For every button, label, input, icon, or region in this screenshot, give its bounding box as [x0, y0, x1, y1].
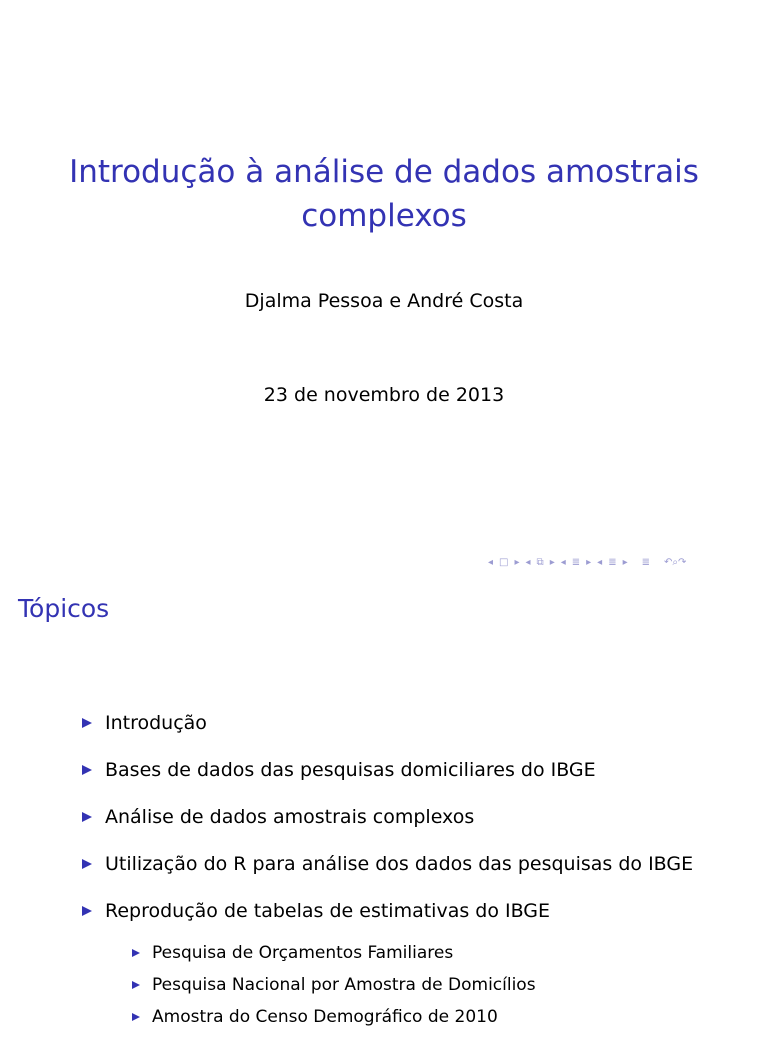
subsection-next-icon[interactable]: ▸ [549, 556, 555, 568]
topic-item: Introdução [82, 710, 693, 736]
title-line-1: Introdução à análise de dados amostrais [69, 154, 699, 190]
topic-item: Análise de dados amostrais complexos [82, 804, 693, 830]
subsection-icon[interactable]: ⧉ [536, 556, 544, 568]
subsection-prev-icon[interactable]: ◂ [525, 556, 531, 568]
section-prev-icon[interactable]: ◂ [560, 556, 566, 568]
subsection-next-icon-2[interactable]: ▸ [622, 556, 628, 568]
back-search-icon[interactable]: ↶⌕↷ [664, 556, 687, 568]
topic-list [82, 710, 693, 945]
beamer-navigation-bar[interactable] [488, 555, 686, 569]
frame-icon[interactable]: □ [499, 556, 509, 568]
topic-item: Bases de dados das pesquisas domiciliares do IBGE [82, 757, 693, 783]
author-names: Djalma Pessoa e André Costa [244, 290, 524, 312]
frame-title: Tópicos [18, 594, 110, 623]
section-icon[interactable]: ≣ [571, 556, 581, 568]
subtopic-item: Amostra do Censo Demográfico de 2010 [132, 1006, 536, 1028]
subsection-icon-2[interactable]: ≣ [608, 556, 617, 568]
topics-slide [0, 576, 768, 1027]
doc-icon[interactable]: ≣ [641, 556, 651, 568]
subsection-prev-icon-2[interactable]: ◂ [597, 556, 603, 568]
subtopic-item: Pesquisa de Orçamentos Familiares [132, 942, 536, 964]
topic-item: Reprodução de tabelas de estimativas do IBGE [82, 898, 693, 924]
subtopic-item: Pesquisa Nacional por Amostra de Domicílios [132, 974, 536, 996]
section-next-icon[interactable]: ▸ [586, 556, 592, 568]
title-line-2: complexos [301, 198, 467, 234]
frame-next-icon[interactable]: ▸ [514, 556, 520, 568]
frame-prev-icon[interactable]: ◂ [488, 556, 494, 568]
presentation-title [0, 150, 768, 238]
presentation-date: 23 de novembro de 2013 [263, 384, 505, 406]
topic-item: Utilização do R para análise dos dados das pesquisas do IBGE [82, 851, 693, 877]
